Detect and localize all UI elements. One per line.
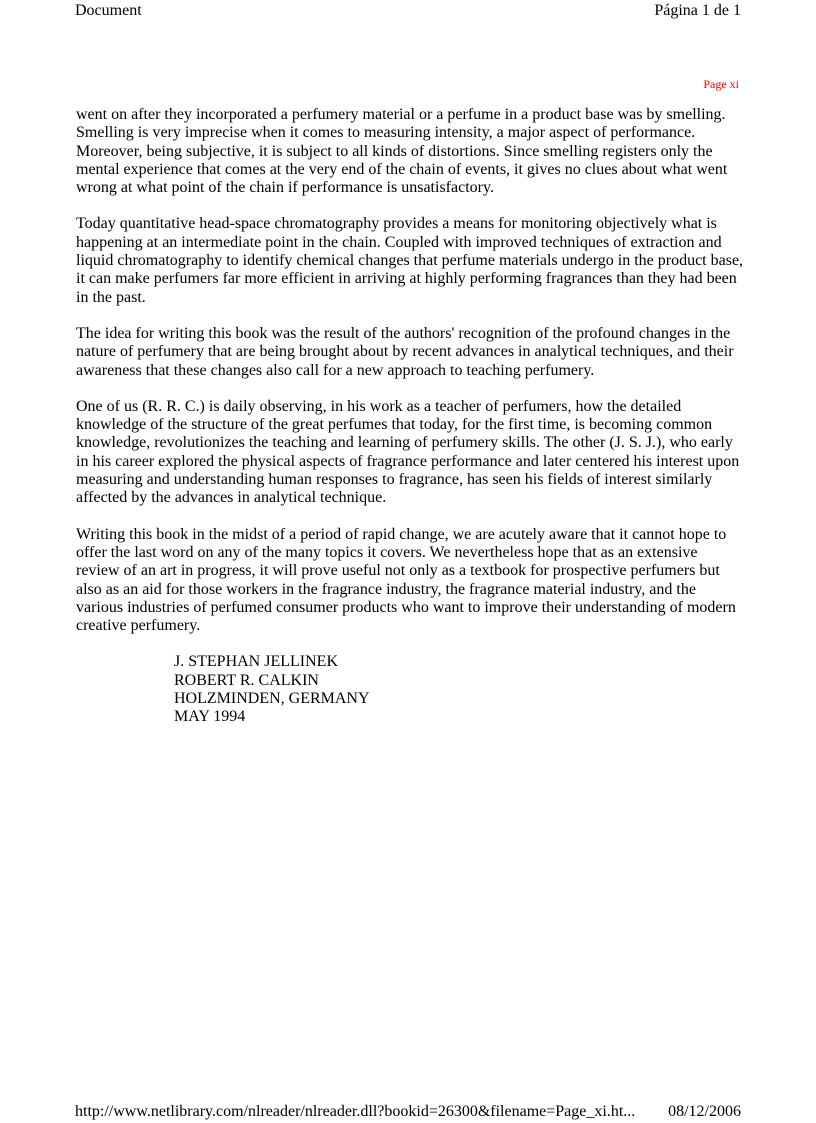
paragraph-1: went on after they incorporated a perfumery material or a perfume in a product base was by smelling. Smelling is very imprecise when it comes to measuring intensity, a major aspect of performance. Moreover, being subjective, it is subject to all kinds of distortions. Since smelling registers only the mental experience that comes at the very end of the chain of events, it gives no clues about what went wrong at what point of the chain if performance is unsatisfactory. (76, 106, 728, 197)
signature-block (174, 653, 744, 726)
signature-location: HOLZMINDEN, GERMANY (174, 690, 370, 708)
signature-author-2: ROBERT R. CALKIN (174, 671, 319, 689)
document-title: Document (75, 2, 142, 19)
page-label: Page xi (703, 77, 739, 91)
footer-date: 08/12/2006 (668, 1103, 741, 1120)
signature-author-1: J. STEPHAN JELLINEK (174, 653, 338, 671)
paragraph-2: Today quantitative head-space chromatography provides a means for monitoring objectively what is happening at an intermediate point in the chain. Coupled with improved techniques of extraction and liquid chromatography to identify chemical changes that perfume materials undergo in the product base, it can make perfumers far more efficient in arriving at highly performing fragrances than they had been in the past. (76, 215, 744, 306)
document-body (76, 106, 744, 727)
footer-url: http://www.netlibrary.com/nlreader/nlreader.dll?bookid=26300&filename=Page_xi.ht... (75, 1103, 636, 1120)
paragraph-5: Writing this book in the midst of a period of rapid change, we are acutely aware that it cannot hope to offer the last word on any of the many topics it covers. We nevertheless hope that as an extensive review of an art in progress, it will prove useful not only as a textbook for prospective perfumers but also as an aid for those workers in the fragrance industry, the fragrance material industry, and the various industries of perfumed consumer products who want to improve their understanding of modern creative perfumery. (76, 525, 736, 635)
page-indicator: Página 1 de 1 (654, 2, 741, 19)
signature-date: MAY 1994 (174, 708, 246, 726)
paragraph-4: One of us (R. R. C.) is daily observing, in his work as a teacher of perfumers, how the detailed knowledge of the structure of the great perfumes that today, for the first time, is becoming common knowledge, revolutionizes the teaching and learning of perfumery skills. The other (J. S. J.), who early in his career explored the physical aspects of fragrance performance and later centered his interest upon measuring and understanding human responses to fragrance, has seen his fields of interest similarly affected by the advances in analytical technique. (76, 397, 740, 507)
paragraph-3: The idea for writing this book was the result of the authors' recognition of the profound changes in the nature of perfumery that are being brought about by recent advances in analytical techniques, and their awareness that these changes also call for a new approach to teaching perfumery. (76, 324, 734, 379)
